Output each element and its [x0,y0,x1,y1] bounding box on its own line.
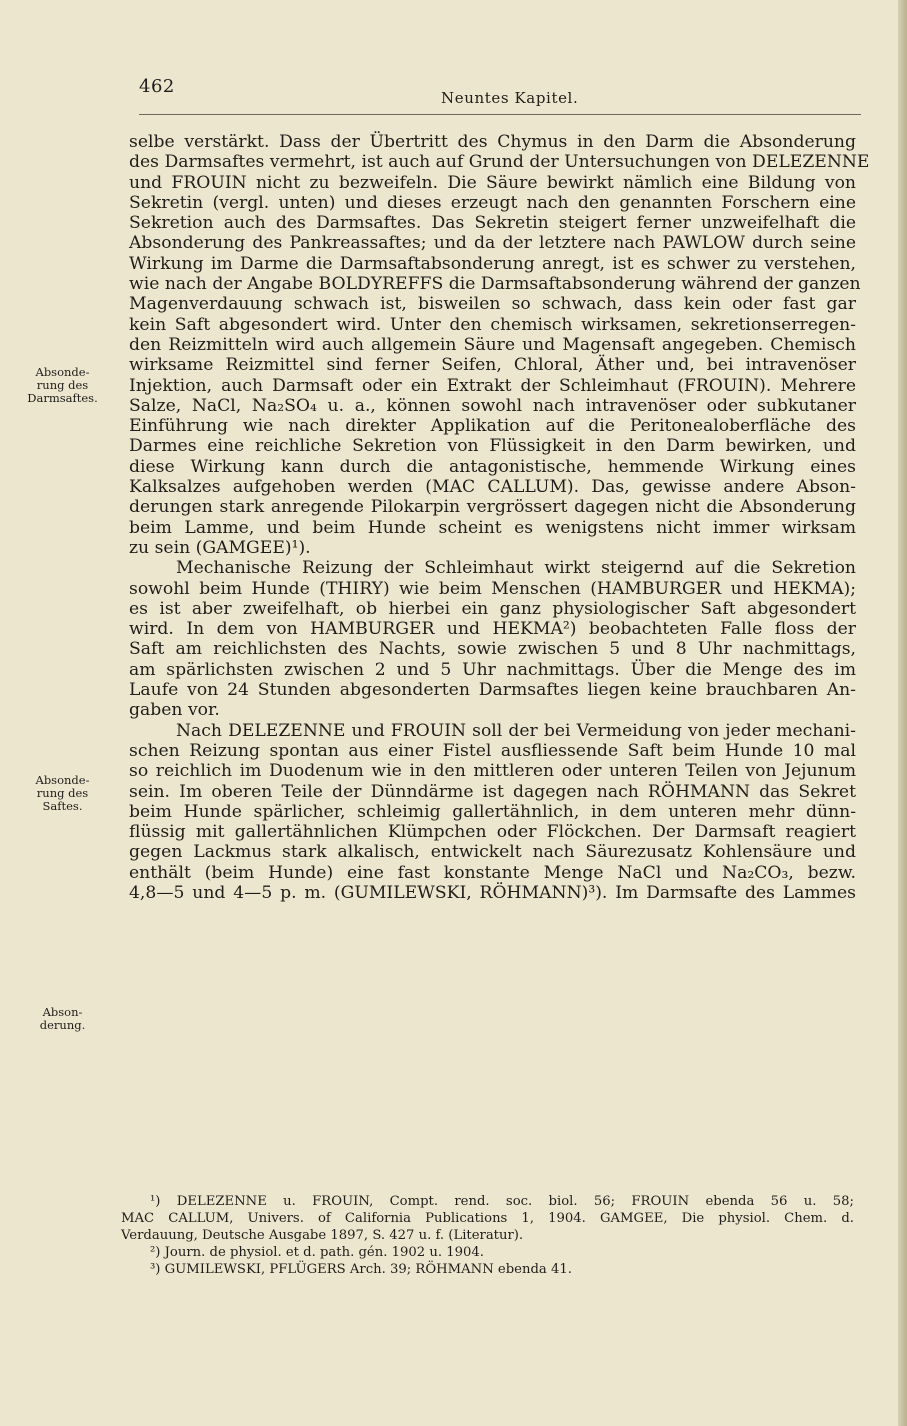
text-line: des Darmsaftes vermehrt, ist auch auf Grund der Untersuchungen von DELEZENNE [129,152,870,173]
footnote-line: MAC CALLUM, Univers. of California Publications 1, 1904. GAMGEE, Die physiol. Chem. d. [121,1211,854,1226]
header-rule [139,114,861,115]
body-text [129,132,870,903]
margin-note-darmsaft [10,366,115,405]
text-line: gaben vor. [129,700,220,721]
text-line: Darmes eine reichliche Sekretion von Flüssigkeit in den Darm bewirken, und [129,436,856,457]
text-line: so reichlich im Duodenum wie in den mittleren oder unteren Teilen von Jejunum [129,761,856,782]
text-line: gegen Lackmus stark alkalisch, entwickelt nach Säurezusatz Kohlensäure und [129,842,856,863]
running-head: Neuntes Kapitel. [441,89,579,107]
margin-note-text: Absonde- rung des Saftes. [35,773,90,813]
text-line: Kalksalzes aufgehoben werden (MAC CALLUM). Das, gewisse andere Abson- [129,477,856,498]
text-line: am spärlichsten zwischen 2 und 5 Uhr nachmittags. Über die Menge des im [129,659,856,680]
text-line: Sekretin (vergl. unten) und dieses erzeugt nach den genannten Forschern eine [129,192,856,213]
text-line: enthält (beim Hunde) eine fast konstante Menge NaCl und Na₂CO₃, bezw. [129,862,856,883]
margin-note-text: Abson- derung. [39,1005,86,1032]
text-line: wird. In dem von HAMBURGER und HEKMA²) beobachteten Falle floss der [129,619,856,640]
text-line: Laufe von 24 Stunden abgesonderten Darmsaftes liegen keine brauchbaren An- [129,680,856,701]
text-line: Saft am reichlichsten des Nachts, sowie zwischen 5 und 8 Uhr nachmittags, [129,639,856,660]
page-edge [898,0,907,1426]
footnote-line: Verdauung, Deutsche Ausgabe 1897, S. 427 u. f. (Literatur). [121,1228,524,1243]
text-line: Magenverdauung schwach ist, bisweilen so schwach, dass kein oder fast gar [129,294,856,315]
text-line: Einführung wie nach direkter Applikation auf die Peritonealoberfläche des [129,416,856,437]
text-line: es ist aber zweifelhaft, ob hierbei ein ganz physiologischer Saft abgesondert [129,598,856,619]
text-line: Injektion, auch Darmsaft oder ein Extrakt der Schleimhaut (FROUIN). Mehrere [129,375,856,396]
footnote-line: ¹) DELEZENNE u. FROUIN, Compt. rend. soc. biol. 56; FROUIN ebenda 56 u. 58; [150,1194,854,1209]
footnote-line: ²) Journ. de physiol. et d. path. gén. 1902 u. 1904. [150,1245,484,1260]
text-line: diese Wirkung kann durch die antagonistische, hemmende Wirkung eines [129,456,856,477]
text-line: den Reizmitteln wird auch allgemein Säure und Magensaft angegeben. Chemisch [129,334,856,355]
text-line: sowohl beim Hunde (THIRY) wie beim Menschen (HAMBURGER und HEKMA); [129,578,856,599]
text-line: schen Reizung spontan aus einer Fistel ausfliessende Saft beim Hunde 10 mal [129,740,856,761]
text-line: sein. Im oberen Teile der Dünndärme ist dagegen nach RÖHMANN das Sekret [129,781,856,802]
text-line: Salze, NaCl, Na₂SO₄ u. a., können sowohl nach intravenöser oder subkutaner [129,395,856,416]
text-line: Mechanische Reizung der Schleimhaut wirkt steigernd auf die Sekretion [176,558,856,579]
text-line: wirksame Reizmittel sind ferner Seifen, Chloral, Äther und, bei intravenöser [129,355,856,376]
text-line: selbe verstärkt. Dass der Übertritt des Chymus in den Darm die Absonderung [129,132,856,152]
text-line: flüssig mit gallertähnlichen Klümpchen oder Flöckchen. Der Darmsaft reagiert [129,822,856,843]
text-line: Absonderung des Pankreassaftes; und da der letztere nach PAWLOW durch seine [129,233,856,254]
margin-note-saft [10,774,115,813]
footnotes [121,1193,854,1278]
text-line: Nach DELEZENNE und FROUIN soll der bei Vermeidung von jeder mechani- [176,720,856,741]
text-line: kein Saft abgesondert wird. Unter den chemisch wirksamen, sekretionserregen- [129,314,856,335]
text-line: Wirkung im Darme die Darmsaftabsonderung anregt, ist es schwer zu verstehen, [129,253,856,274]
text-line: derungen stark anregende Pilokarpin vergrössert dagegen nicht die Absonderung [129,497,856,518]
text-line: und FROUIN nicht zu bezweifeln. Die Säure bewirkt nämlich eine Bildung von [129,172,856,193]
text-line: wie nach der Angabe BOLDYREFFS die Darmsaftabsonderung während der ganzen [129,274,861,295]
text-line: zu sein (GAMGEE)¹). [129,537,311,558]
footnote-line: ³) GUMILEWSKI, PFLÜGERS Arch. 39; RÖHMANN ebenda 41. [150,1262,572,1277]
text-line: beim Hunde spärlicher, schleimig gallertähnlich, in dem unteren mehr dünn- [129,801,856,822]
margin-note-absonderung [10,1006,115,1032]
page-number: 462 [139,76,175,97]
text-line: Sekretion auch des Darmsaftes. Das Sekretin steigert ferner unzweifelhaft die [129,213,856,234]
text-line: 4,8—5 und 4—5 p. m. (GUMILEWSKI, RÖHMANN)³). Im Darmsafte des Lammes [129,882,856,903]
text-line: beim Lamme, und beim Hunde scheint es wenigstens nicht immer wirksam [129,517,856,538]
margin-note-text: Absonde- rung des Darmsaftes. [27,365,98,405]
